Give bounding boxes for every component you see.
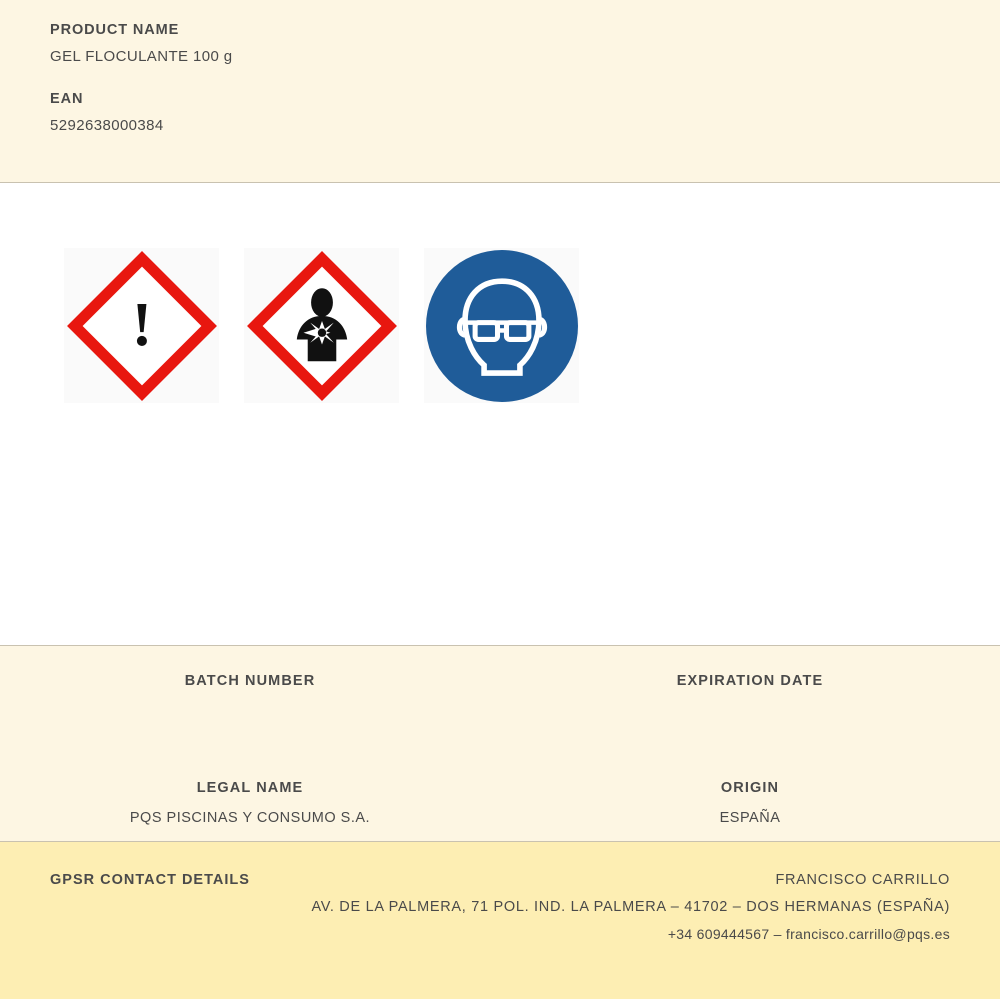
details-row-legal-origin xyxy=(0,720,1000,827)
gpsr-contact-address: AV. DE LA PALMERA, 71 POL. IND. LA PALMERA – 41702 – DOS HERMANAS (ESPAÑA) xyxy=(311,899,950,915)
details-row-batch-expiry xyxy=(0,646,1000,720)
batch-number-label: BATCH NUMBER xyxy=(184,673,316,689)
ean-value: 5292638000384 xyxy=(50,117,164,134)
legal-name-field xyxy=(0,780,500,827)
gpsr-contact-footer xyxy=(0,842,1000,999)
product-header-block xyxy=(0,0,1000,183)
blue-mandatory-circle xyxy=(426,250,578,402)
ean-field xyxy=(50,91,950,134)
expiration-date-value xyxy=(500,703,1000,720)
origin-value: ESPAÑA xyxy=(719,810,781,826)
hazard-pictogram-area xyxy=(0,183,1000,646)
expiration-date-label: EXPIRATION DATE xyxy=(676,673,824,689)
ghs-diamond-shape xyxy=(247,251,397,401)
batch-number-field xyxy=(0,673,500,720)
batch-number-value xyxy=(0,703,500,720)
legal-name-value: PQS PISCINAS Y CONSUMO S.A. xyxy=(129,810,371,826)
gpsr-contact-phone-email: +34 609444567 – francisco.carrillo@pqs.es xyxy=(667,926,950,942)
product-details-block xyxy=(0,646,1000,842)
ghs-diamond-content xyxy=(100,284,184,368)
wear-eye-protection-icon xyxy=(424,248,579,403)
product-name-value: GEL FLOCULANTE 100 g xyxy=(50,48,233,65)
legal-name-label: LEGAL NAME xyxy=(196,780,304,796)
ghs-diamond-shape xyxy=(67,251,217,401)
product-name-label: PRODUCT NAME xyxy=(50,22,180,38)
origin-field xyxy=(500,780,1000,827)
gpsr-contact-name: FRANCISCO CARRILLO xyxy=(775,872,950,888)
exclamation-glyph: ! xyxy=(131,290,152,359)
ghs07-exclamation-mark-icon xyxy=(64,248,219,403)
health-hazard-torso-icon xyxy=(280,283,364,369)
ghs08-health-hazard-icon xyxy=(244,248,399,403)
ghs-diamond-content xyxy=(280,284,364,368)
pictogram-row xyxy=(64,248,579,403)
expiration-date-field xyxy=(500,673,1000,720)
ean-label: EAN xyxy=(50,91,84,107)
origin-label: ORIGIN xyxy=(720,780,780,796)
product-name-field xyxy=(50,22,950,65)
gpsr-contact-title: GPSR CONTACT DETAILS xyxy=(50,872,250,888)
goggles-face-icon xyxy=(446,270,558,382)
